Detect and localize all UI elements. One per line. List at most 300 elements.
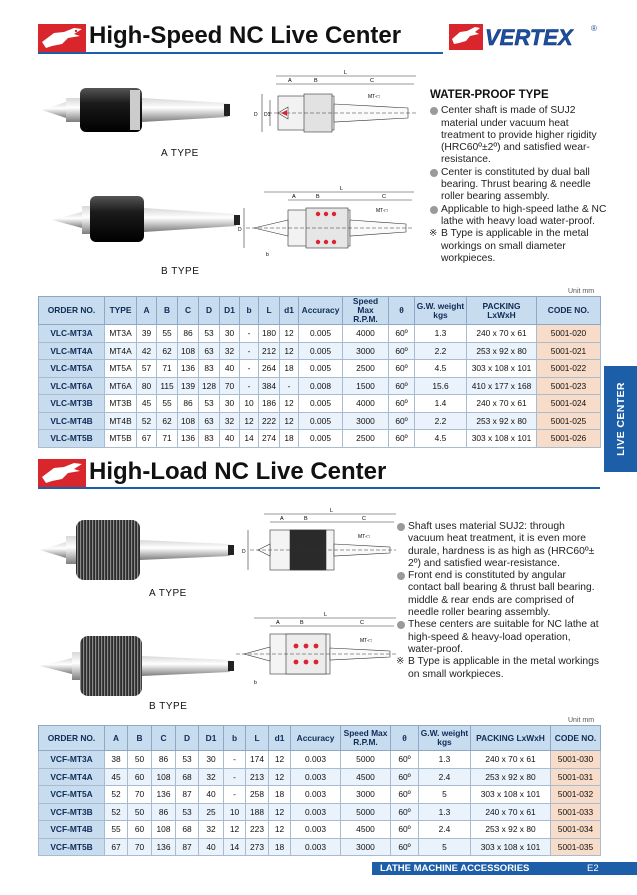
t1-col-header: L bbox=[259, 297, 280, 325]
drawing2-b-label-A: A bbox=[276, 620, 280, 626]
table-cell: 240 x 70 x 61 bbox=[467, 325, 537, 343]
drawing2-b-label-B: B bbox=[300, 620, 304, 626]
table-cell: 1500 bbox=[343, 377, 389, 395]
table-cell: 0.003 bbox=[291, 821, 341, 839]
table-cell: 71 bbox=[157, 360, 178, 378]
table-cell: 60º bbox=[389, 342, 415, 360]
table-cell: 4.5 bbox=[415, 430, 467, 448]
table-cell: 136 bbox=[152, 838, 176, 856]
table-cell: 60º bbox=[391, 838, 419, 856]
drawing1-a-label-B: B bbox=[314, 78, 318, 84]
table-cell: 60º bbox=[389, 395, 415, 413]
table-cell: 50 bbox=[128, 803, 152, 821]
section2-b-type-drawing bbox=[230, 612, 400, 692]
table-cell: 60º bbox=[391, 768, 419, 786]
table-cell: 53 bbox=[176, 751, 199, 769]
table-cell: 273 bbox=[246, 838, 269, 856]
table-cell: 4000 bbox=[343, 395, 389, 413]
table-cell: 128 bbox=[199, 377, 220, 395]
drawing1-a-label-mt: MT-□ bbox=[368, 94, 380, 100]
table-cell: 2.4 bbox=[419, 768, 471, 786]
table-cell: 4000 bbox=[343, 325, 389, 343]
table-cell: 68 bbox=[176, 821, 199, 839]
table-cell: 12 bbox=[269, 803, 291, 821]
t2-col-header: d1 bbox=[269, 726, 291, 751]
table-cell: 384 bbox=[259, 377, 280, 395]
table-cell: 83 bbox=[199, 430, 220, 448]
table-cell: 223 bbox=[246, 821, 269, 839]
table-cell: 15.6 bbox=[415, 377, 467, 395]
table-cell: 108 bbox=[152, 768, 176, 786]
drawing1-b-label-C: C bbox=[382, 194, 386, 200]
table-cell: 258 bbox=[246, 786, 269, 804]
table-cell: 40 bbox=[220, 360, 240, 378]
t1-col-header: Accuracy bbox=[299, 297, 343, 325]
drawing1-b-label-D: D bbox=[238, 227, 242, 233]
order-number-cell: VLC-MT4A bbox=[39, 342, 105, 360]
table-cell: 60º bbox=[391, 803, 419, 821]
table-cell: 60 bbox=[128, 821, 152, 839]
code-number-cell: 5001-034 bbox=[551, 821, 601, 839]
t2-col-header: θ bbox=[391, 726, 419, 751]
table-cell: 42 bbox=[137, 342, 157, 360]
order-number-cell: VCF-MT4B bbox=[39, 821, 105, 839]
table-cell: 30 bbox=[220, 325, 240, 343]
table-cell: 32 bbox=[220, 342, 240, 360]
section2-type-b-label: B TYPE bbox=[149, 701, 188, 712]
t2-col-header: A bbox=[105, 726, 128, 751]
t2-col-header: CODE NO. bbox=[551, 726, 601, 751]
table-row bbox=[39, 821, 601, 839]
table-cell: 18 bbox=[269, 786, 291, 804]
table-cell: 0.005 bbox=[299, 430, 343, 448]
table-row bbox=[39, 430, 601, 448]
table-cell: 60º bbox=[389, 430, 415, 448]
table-cell: 108 bbox=[178, 342, 199, 360]
t1-col-header: CODE NO. bbox=[537, 297, 601, 325]
drawing1-b-label-B: B bbox=[316, 194, 320, 200]
table-cell: 67 bbox=[105, 838, 128, 856]
section2-type-a-label: A TYPE bbox=[149, 588, 187, 599]
table-cell: 52 bbox=[105, 786, 128, 804]
table-cell: 274 bbox=[259, 430, 280, 448]
t2-col-header: ORDER NO. bbox=[39, 726, 105, 751]
table-cell: 60º bbox=[389, 412, 415, 430]
table-cell: - bbox=[240, 377, 259, 395]
table-cell: 4500 bbox=[341, 768, 391, 786]
table-cell: 12 bbox=[269, 821, 291, 839]
table-cell: 3000 bbox=[343, 342, 389, 360]
table-cell: 5000 bbox=[341, 803, 391, 821]
table-cell: 62 bbox=[157, 412, 178, 430]
table-cell: 14 bbox=[240, 430, 259, 448]
high-load-a-type-photo bbox=[38, 514, 238, 584]
section1-spec-table bbox=[38, 296, 601, 448]
table-cell: MT4A bbox=[105, 342, 137, 360]
section1-unit-label: Unit mm bbox=[568, 288, 595, 295]
table-cell: 25 bbox=[199, 803, 224, 821]
table-cell: 60º bbox=[391, 786, 419, 804]
table-cell: MT4B bbox=[105, 412, 137, 430]
section1-title: High-Speed NC Live Center bbox=[89, 22, 402, 49]
drawing1-a-label-L: L bbox=[344, 70, 348, 76]
table-cell: 0.005 bbox=[299, 342, 343, 360]
table-cell: 45 bbox=[137, 395, 157, 413]
table-cell: 136 bbox=[178, 360, 199, 378]
drawing1-b-label-mt: MT-□ bbox=[376, 208, 388, 214]
live-center-a-type-photo bbox=[38, 78, 238, 138]
code-number-cell: 5001-026 bbox=[537, 430, 601, 448]
drawing1-a-label-D1: D1 bbox=[264, 112, 271, 118]
table-cell: 12 bbox=[224, 821, 246, 839]
drawing2-a-label-A: A bbox=[280, 516, 284, 522]
drawing2-a-label-mt: MT-□ bbox=[358, 534, 370, 540]
table-cell: 12 bbox=[280, 395, 299, 413]
table-row bbox=[39, 786, 601, 804]
table-cell: 4.5 bbox=[415, 360, 467, 378]
table-cell: 303 x 108 x 101 bbox=[471, 838, 551, 856]
bullet-dot-icon bbox=[397, 621, 405, 629]
t1-col-header: D1 bbox=[220, 297, 240, 325]
order-number-cell: VLC-MT3A bbox=[39, 325, 105, 343]
table-cell: 253 x 92 x 80 bbox=[471, 768, 551, 786]
table-cell: 63 bbox=[199, 412, 220, 430]
drawing2-b-label-L: L bbox=[324, 612, 328, 618]
table-cell: 86 bbox=[152, 751, 176, 769]
t1-col-header: G.W. weight kgs bbox=[415, 297, 467, 325]
order-number-cell: VCF-MT3B bbox=[39, 803, 105, 821]
section1-bullet-3: Applicable to high-speed lathe & NC lathe with heavy load water-proof. bbox=[430, 204, 610, 229]
table-cell: 0.005 bbox=[299, 325, 343, 343]
note-mark-icon: ※ bbox=[429, 228, 438, 240]
table-cell: 62 bbox=[157, 342, 178, 360]
section2-title: High-Load NC Live Center bbox=[89, 458, 387, 485]
table-cell: 180 bbox=[259, 325, 280, 343]
table-cell: 1.3 bbox=[419, 751, 471, 769]
t2-col-header: D bbox=[176, 726, 199, 751]
eagle-logo-icon bbox=[38, 459, 86, 489]
table-cell: 253 x 92 x 80 bbox=[471, 821, 551, 839]
page-number: E2 bbox=[587, 863, 599, 874]
table-cell: 38 bbox=[105, 751, 128, 769]
table-cell: 264 bbox=[259, 360, 280, 378]
table-cell: 2.4 bbox=[419, 821, 471, 839]
table-cell: 53 bbox=[176, 803, 199, 821]
table-cell: MT5B bbox=[105, 430, 137, 448]
table-cell: 30 bbox=[220, 395, 240, 413]
section2-spec-table bbox=[38, 725, 601, 856]
table-cell: 18 bbox=[280, 430, 299, 448]
table-cell: 2500 bbox=[343, 430, 389, 448]
brand-name: VERTEX bbox=[485, 25, 573, 50]
table-cell: 108 bbox=[152, 821, 176, 839]
table-cell: 86 bbox=[178, 395, 199, 413]
t2-col-header: D1 bbox=[199, 726, 224, 751]
drawing1-b-label-b: b bbox=[266, 252, 269, 258]
t1-col-header: PACKING LxWxH bbox=[467, 297, 537, 325]
footer-section-label: LATHE MACHINE ACCESSORIES bbox=[380, 863, 530, 874]
table-cell: 3000 bbox=[343, 412, 389, 430]
code-number-cell: 5001-022 bbox=[537, 360, 601, 378]
order-number-cell: VCF-MT4A bbox=[39, 768, 105, 786]
table-cell: 12 bbox=[280, 325, 299, 343]
order-number-cell: VCF-MT3A bbox=[39, 751, 105, 769]
section1-table-body bbox=[39, 325, 601, 448]
table-cell: 32 bbox=[199, 768, 224, 786]
table-cell: - bbox=[240, 325, 259, 343]
table-cell: 60 bbox=[128, 768, 152, 786]
drawing2-a-label-C: C bbox=[362, 516, 366, 522]
table-row bbox=[39, 412, 601, 430]
t2-col-header: G.W. weight kgs bbox=[419, 726, 471, 751]
section1-type-a-label: A TYPE bbox=[161, 148, 199, 159]
table-cell: 70 bbox=[128, 838, 152, 856]
table-cell: 5 bbox=[419, 786, 471, 804]
table-cell: 39 bbox=[137, 325, 157, 343]
order-number-cell: VLC-MT5A bbox=[39, 360, 105, 378]
table-cell: MT3A bbox=[105, 325, 137, 343]
drawing1-a-label-D: D bbox=[254, 112, 258, 118]
code-number-cell: 5001-020 bbox=[537, 325, 601, 343]
bullet-dot-icon bbox=[430, 206, 438, 214]
code-number-cell: 5001-031 bbox=[551, 768, 601, 786]
drawing2-b-label-C: C bbox=[360, 620, 364, 626]
table-cell: 60º bbox=[389, 377, 415, 395]
table-cell: 0.003 bbox=[291, 803, 341, 821]
table-cell: MT3B bbox=[105, 395, 137, 413]
table-cell: 5000 bbox=[341, 751, 391, 769]
t1-col-header: C bbox=[178, 297, 199, 325]
table-cell: 1.4 bbox=[415, 395, 467, 413]
table-cell: 87 bbox=[176, 786, 199, 804]
section1-bullet-2: Center is constituted by dual ball bearing. Thrust bearing & needle roller bearing assembly. bbox=[430, 167, 610, 204]
table-cell: - bbox=[240, 342, 259, 360]
table-cell: 67 bbox=[137, 430, 157, 448]
section2-table-body bbox=[39, 751, 601, 856]
table-cell: 0.005 bbox=[299, 412, 343, 430]
table-cell: - bbox=[280, 377, 299, 395]
table-cell: 3000 bbox=[341, 838, 391, 856]
table-cell: 12 bbox=[269, 768, 291, 786]
table-row bbox=[39, 803, 601, 821]
table-cell: - bbox=[224, 786, 246, 804]
table-cell: 45 bbox=[105, 768, 128, 786]
table-cell: 55 bbox=[157, 395, 178, 413]
drawing1-a-label-C: C bbox=[370, 78, 374, 84]
drawing1-b-label-L: L bbox=[340, 186, 344, 192]
table-cell: 32 bbox=[220, 412, 240, 430]
section1-bullet-1: Center shaft is made of SUJ2 material under vacuum heat treatment to provide higher rigidity (HRC60º±2º) and satisfied wear-resistance. bbox=[430, 105, 610, 166]
high-load-b-type-photo bbox=[38, 628, 238, 698]
bullet-dot-icon bbox=[397, 572, 405, 580]
section1-b-type-drawing bbox=[236, 186, 420, 266]
table-cell: 57 bbox=[137, 360, 157, 378]
drawing2-b-label-mt: MT-□ bbox=[360, 638, 372, 644]
table-cell: 12 bbox=[269, 751, 291, 769]
code-number-cell: 5001-024 bbox=[537, 395, 601, 413]
eagle-logo-icon bbox=[38, 24, 86, 54]
code-number-cell: 5001-021 bbox=[537, 342, 601, 360]
table-cell: 32 bbox=[199, 821, 224, 839]
table-cell: 303 x 108 x 101 bbox=[471, 786, 551, 804]
t2-col-header: L bbox=[246, 726, 269, 751]
table-cell: 188 bbox=[246, 803, 269, 821]
bullet-dot-icon bbox=[430, 107, 438, 115]
section2-description bbox=[397, 521, 602, 681]
order-number-cell: VLC-MT3B bbox=[39, 395, 105, 413]
t1-col-header: A bbox=[137, 297, 157, 325]
table-cell: 2.2 bbox=[415, 342, 467, 360]
section2-table-header bbox=[39, 726, 601, 751]
t1-col-header: b bbox=[240, 297, 259, 325]
side-tab-label: LIVE CENTER bbox=[614, 382, 627, 456]
drawing2-a-label-B: B bbox=[304, 516, 308, 522]
t2-col-header: Accuracy bbox=[291, 726, 341, 751]
table-cell: 139 bbox=[178, 377, 199, 395]
live-center-b-type-photo bbox=[50, 188, 250, 248]
vertex-logo bbox=[449, 24, 599, 52]
t2-col-header: b bbox=[224, 726, 246, 751]
table-cell: 0.003 bbox=[291, 838, 341, 856]
order-number-cell: VLC-MT6A bbox=[39, 377, 105, 395]
section2-a-type-drawing bbox=[240, 508, 400, 584]
table-cell: MT5A bbox=[105, 360, 137, 378]
table-cell: 0.005 bbox=[299, 360, 343, 378]
t1-col-header: d1 bbox=[280, 297, 299, 325]
code-number-cell: 5001-030 bbox=[551, 751, 601, 769]
t2-col-header: B bbox=[128, 726, 152, 751]
code-number-cell: 5001-023 bbox=[537, 377, 601, 395]
table-cell: 14 bbox=[224, 838, 246, 856]
t2-col-header: C bbox=[152, 726, 176, 751]
table-cell: 18 bbox=[280, 360, 299, 378]
order-number-cell: VCF-MT5B bbox=[39, 838, 105, 856]
drawing1-a-label-A: A bbox=[288, 78, 292, 84]
section2-bullet-1: Shaft uses material SUJ2: through vacuum heat treatment, it is even more durale, hardness is as high as (HRC60º± 2º) and satisfied wear-resistance. bbox=[397, 521, 602, 570]
section2-note: ※ B Type is applicable in the metal workings on small workpieces. bbox=[396, 656, 599, 680]
table-row bbox=[39, 325, 601, 343]
section1-table-header bbox=[39, 297, 601, 325]
table-cell: 253 x 92 x 80 bbox=[467, 342, 537, 360]
table-cell: 0.003 bbox=[291, 751, 341, 769]
table-cell: 2500 bbox=[343, 360, 389, 378]
table-cell: 212 bbox=[259, 342, 280, 360]
table-cell: 50 bbox=[128, 751, 152, 769]
section2-bullet-3: These centers are suitable for NC lathe at high-speed & heavy-load operation, water-proof. bbox=[397, 619, 602, 656]
table-cell: 253 x 92 x 80 bbox=[467, 412, 537, 430]
table-cell: 0.003 bbox=[291, 786, 341, 804]
table-cell: 174 bbox=[246, 751, 269, 769]
table-cell: 63 bbox=[199, 342, 220, 360]
section1-title-rule bbox=[38, 52, 443, 54]
table-cell: 52 bbox=[105, 803, 128, 821]
table-cell: 83 bbox=[199, 360, 220, 378]
order-number-cell: VCF-MT5A bbox=[39, 786, 105, 804]
table-cell: 0.003 bbox=[291, 768, 341, 786]
brand-eagle-icon bbox=[449, 24, 483, 50]
note-mark-icon: ※ bbox=[396, 656, 405, 668]
table-cell: 3000 bbox=[341, 786, 391, 804]
table-cell: 70 bbox=[220, 377, 240, 395]
table-cell: 12 bbox=[280, 342, 299, 360]
section2-title-rule bbox=[38, 487, 600, 489]
t1-col-header: θ bbox=[389, 297, 415, 325]
table-row bbox=[39, 751, 601, 769]
code-number-cell: 5001-025 bbox=[537, 412, 601, 430]
table-cell: 5 bbox=[419, 838, 471, 856]
table-cell: 222 bbox=[259, 412, 280, 430]
table-row bbox=[39, 377, 601, 395]
table-cell: 10 bbox=[240, 395, 259, 413]
table-cell: 40 bbox=[220, 430, 240, 448]
table-cell: 1.3 bbox=[415, 325, 467, 343]
section2-bullet-2: Front end is constituted by angular contact ball bearing & thrust ball bearing. middle & rear ends are comprised of needle roller bearing assembly. bbox=[397, 570, 602, 619]
t1-col-header: Speed Max R.P.M. bbox=[343, 297, 389, 325]
table-cell: 115 bbox=[157, 377, 178, 395]
table-row bbox=[39, 342, 601, 360]
table-cell: - bbox=[224, 768, 246, 786]
code-number-cell: 5001-032 bbox=[551, 786, 601, 804]
section1-note: ※ B Type is applicable in the metal workings on small diameter workpieces. bbox=[429, 228, 589, 264]
table-cell: 55 bbox=[105, 821, 128, 839]
table-cell: 60º bbox=[391, 821, 419, 839]
table-cell: 12 bbox=[240, 412, 259, 430]
table-cell: 240 x 70 x 61 bbox=[471, 803, 551, 821]
table-cell: 68 bbox=[176, 768, 199, 786]
table-cell: 1.3 bbox=[419, 803, 471, 821]
table-cell: 410 x 177 x 168 bbox=[467, 377, 537, 395]
t2-col-header: Speed Max R.P.M. bbox=[341, 726, 391, 751]
table-cell: 12 bbox=[280, 412, 299, 430]
section1-type-b-label: B TYPE bbox=[161, 266, 200, 277]
table-cell: 40 bbox=[199, 786, 224, 804]
table-cell: 87 bbox=[176, 838, 199, 856]
table-cell: 303 x 108 x 101 bbox=[467, 430, 537, 448]
table-cell: - bbox=[224, 751, 246, 769]
table-cell: 60º bbox=[389, 325, 415, 343]
bullet-dot-icon bbox=[430, 169, 438, 177]
table-cell: 18 bbox=[269, 838, 291, 856]
table-cell: 53 bbox=[199, 395, 220, 413]
table-cell: 80 bbox=[137, 377, 157, 395]
t1-col-header: B bbox=[157, 297, 178, 325]
bullet-dot-icon bbox=[397, 523, 405, 531]
table-row bbox=[39, 395, 601, 413]
t1-col-header: D bbox=[199, 297, 220, 325]
table-cell: 40 bbox=[199, 838, 224, 856]
t1-col-header: TYPE bbox=[105, 297, 137, 325]
drawing2-a-label-L: L bbox=[330, 508, 334, 514]
side-tab-live-center[interactable] bbox=[604, 366, 637, 472]
table-cell: 2.2 bbox=[415, 412, 467, 430]
table-cell: 240 x 70 x 61 bbox=[471, 751, 551, 769]
table-cell: 60º bbox=[391, 751, 419, 769]
code-number-cell: 5001-035 bbox=[551, 838, 601, 856]
table-row bbox=[39, 360, 601, 378]
section1-desc-heading: WATER-PROOF TYPE bbox=[430, 89, 549, 101]
table-cell: 186 bbox=[259, 395, 280, 413]
table-cell: 30 bbox=[199, 751, 224, 769]
table-cell: 240 x 70 x 61 bbox=[467, 395, 537, 413]
table-cell: 60º bbox=[389, 360, 415, 378]
table-row bbox=[39, 768, 601, 786]
table-cell: 86 bbox=[152, 803, 176, 821]
brand-registered-mark: ® bbox=[591, 24, 597, 33]
table-cell: 4500 bbox=[341, 821, 391, 839]
section1-a-type-drawing bbox=[248, 70, 420, 148]
table-cell: 136 bbox=[152, 786, 176, 804]
order-number-cell: VLC-MT5B bbox=[39, 430, 105, 448]
